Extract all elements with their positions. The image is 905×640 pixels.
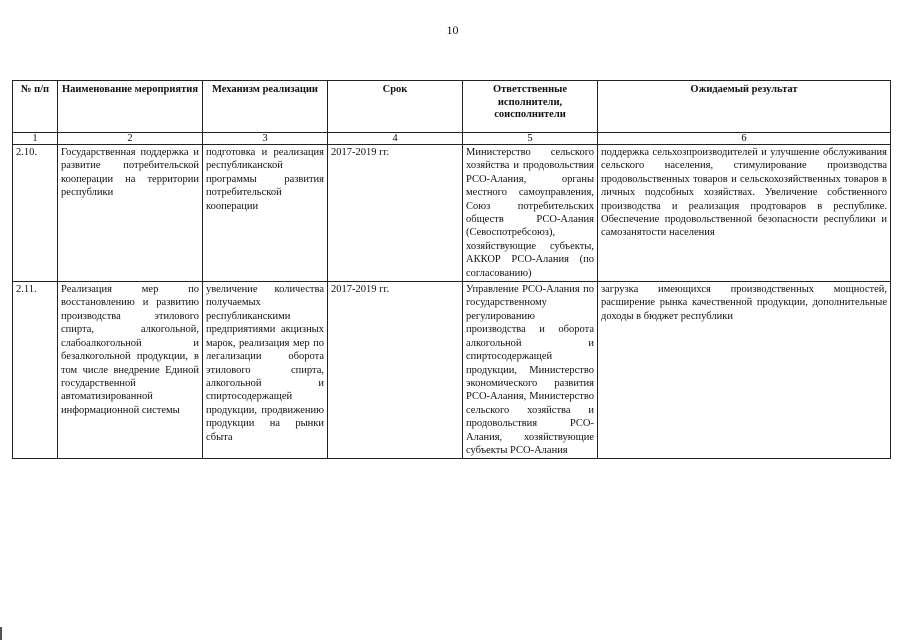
row-number: 2.11. bbox=[13, 282, 58, 459]
expected-result: загрузка имеющихся производственных мощностей, расширение рынка качественной продукции, дополнительные доходы в бюджет республики bbox=[598, 282, 891, 459]
header-term: Срок bbox=[328, 81, 463, 133]
expected-result: поддержка сельхозпроизводителей и улучшение обслуживания сельского населения, стимулирование производства продовольственных товаров и сельскохозяйственных товаров в личных подсобных хозяйствах. Увеличение собственного производства и реализация продтоваров в республике. Обеспечение продовольственной безопасности республики и самозанятости населения bbox=[598, 145, 891, 282]
table-row bbox=[13, 282, 891, 459]
table-header-row bbox=[13, 81, 891, 133]
scan-edge-mark bbox=[0, 627, 2, 640]
table-row bbox=[13, 145, 891, 282]
action-plan-table bbox=[12, 80, 891, 459]
column-number: 4 bbox=[328, 133, 463, 145]
header-expected-result: Ожидаемый результат bbox=[598, 81, 891, 133]
header-number: № п/п bbox=[13, 81, 58, 133]
responsible: Управление РСО-Алания по государственному регулированию производства и оборота алкогольной и спиртосодержащей продукции, Министерство экономического развития РСО-Алания, Министерство сельского хозяйства и продовольствия РСО-Алания, хозяйствующие субъекты РСО-Алания bbox=[463, 282, 598, 459]
header-mechanism: Механизм реализации bbox=[203, 81, 328, 133]
term: 2017-2019 гг. bbox=[328, 282, 463, 459]
header-responsible: Ответственные исполнители, соисполнители bbox=[463, 81, 598, 133]
column-number: 3 bbox=[203, 133, 328, 145]
column-number: 6 bbox=[598, 133, 891, 145]
responsible: Министерство сельского хозяйства и продовольствия РСО-Алания, органы местного самоуправления, Союз потребительских обществ РСО-Алания (Севоспотребсоюз), хозяйствующие субъекты, АККОР РСО-Алания (по согласованию) bbox=[463, 145, 598, 282]
row-number: 2.10. bbox=[13, 145, 58, 282]
mechanism: увеличение количества получаемых республиканскими предприятиями акцизных марок, реализация мер по легализации оборота этилового спирта, алкогольной и спиртосодержащей продукции, продвижению продукции на рынки сбыта bbox=[203, 282, 328, 459]
page-number: 10 bbox=[446, 23, 459, 37]
column-number: 5 bbox=[463, 133, 598, 145]
event-name: Государственная поддержка и развитие потребительской кооперации на территории республики bbox=[58, 145, 203, 282]
term: 2017-2019 гг. bbox=[328, 145, 463, 282]
column-number: 1 bbox=[13, 133, 58, 145]
header-event-name: Наименование мероприятия bbox=[58, 81, 203, 133]
column-number: 2 bbox=[58, 133, 203, 145]
column-number-row bbox=[13, 133, 891, 145]
event-name: Реализация мер по восстановлению и развитию производства этилового спирта, алкогольной, слабоалкогольной и безалкогольной продукции, в том числе внедрение Единой государственной автоматизированной информационной системы bbox=[58, 282, 203, 459]
mechanism: подготовка и реализация республиканской программы развития потребительской кооперации bbox=[203, 145, 328, 282]
